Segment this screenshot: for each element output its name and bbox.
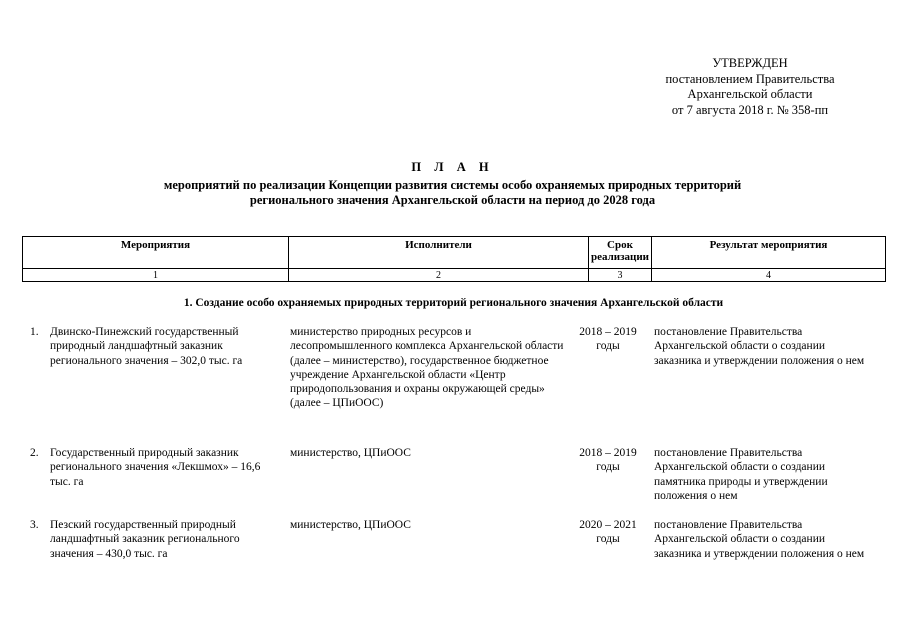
- row-event: Двинско-Пинежский государственный природный ландшафтный заказник регионального значения – 302,0 тыс. га: [50, 326, 243, 367]
- column-number-1: 1: [23, 269, 289, 282]
- header-executors: Исполнители: [289, 237, 589, 269]
- column-number-4: 4: [652, 269, 886, 282]
- row-number: 3.: [30, 519, 39, 531]
- row-result: постановление Правительства Архангельской области о создании памятника природы и утверждении положения о нем: [654, 447, 828, 502]
- row-term: 2018 – 2019 годы: [579, 326, 637, 353]
- column-number-2: 2: [289, 269, 589, 282]
- title-line-1: мероприятий по реализации Концепции развития системы особо охраняемых природных территорий: [163, 177, 742, 192]
- approval-stamp: [600, 56, 900, 118]
- row-event: Пезский государственный природный ландшафтный заказник регионального значения – 430,0 тыс. га: [50, 519, 240, 560]
- approval-line-3: Архангельской области: [687, 87, 813, 101]
- row-term: 2020 – 2021 годы: [579, 519, 637, 546]
- header-result: Результат мероприятия: [652, 237, 886, 269]
- approval-line-1: УТВЕРЖДЕН: [712, 56, 788, 70]
- section-title: 1. Создание особо охраняемых природных территорий регионального значения Архангельской области: [183, 297, 724, 309]
- row-term: 2018 – 2019 годы: [579, 447, 637, 474]
- row-event: Государственный природный заказник регионального значения «Лекшмох» – 16,6 тыс. га: [50, 447, 261, 488]
- row-result: постановление Правительства Архангельской области о создании заказника и утверждении положения о нем: [654, 326, 865, 367]
- title-line-2: регионального значения Архангельской области на период до 2028 года: [249, 193, 656, 207]
- approval-line-2: постановлением Правительства: [665, 71, 835, 86]
- approval-line-4: от 7 августа 2018 г. № 358-пп: [671, 102, 829, 117]
- document-title: [60, 160, 845, 209]
- row-result: постановление Правительства Архангельской области о создании заказника и утверждении положения о нем: [654, 519, 865, 560]
- header-events: Мероприятия: [23, 237, 289, 269]
- column-number-3: 3: [589, 269, 652, 282]
- plan-table-header: [22, 236, 886, 282]
- row-number: 2.: [30, 447, 39, 459]
- header-term: Срок реализации: [589, 237, 652, 269]
- row-executors: министерство природных ресурсов и лесопромышленного комплекса Архангельской области (далее – министерство), государственное бюджетное учреждение Архангельской области «Центр природопользования и охраны окружающей среды» (далее – ЦПиООС): [290, 326, 564, 410]
- row-executors: министерство, ЦПиООС: [290, 447, 411, 459]
- row-executors: министерство, ЦПиООС: [290, 519, 411, 531]
- plan-heading: П Л А Н: [411, 160, 494, 174]
- row-number: 1.: [30, 326, 39, 338]
